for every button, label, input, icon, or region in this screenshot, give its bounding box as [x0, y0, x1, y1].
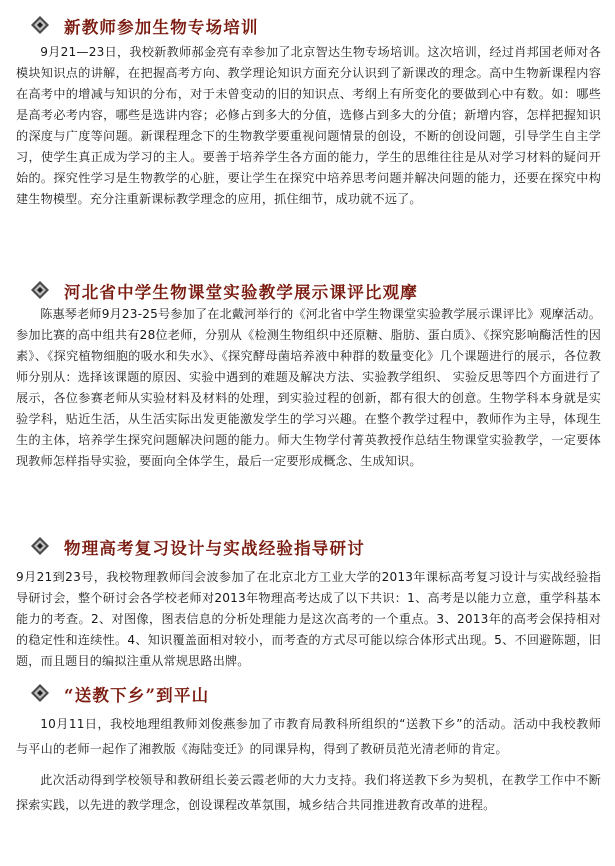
section-paragraph: 9月21到23号，我校物理教师闫会波参加了在北京北方工业大学的2013年课标高考复习设计与实战经验指导研讨会，整个研讨会各学校老师对2013年物理高考达成了以下共识：1、高考是以能力立意，重学科基本能力的考查。2、对图像，图表信息的分析处理能力是这次高考的一个重点。3、2013年的高考会保持相对的稳定性和连续性。4、知识覆盖面相对较小，而考查的方式尽可能以综合体形式出现。5、不回避陈题，旧题，而且题目的编拟注重从常规思路出牌。 — [16, 570, 601, 668]
section-paragraph: 9月21—23日，我校新教师郝金亮有幸参加了北京智达生物专场培训。这次培训，经过肖邦国老师对各模块知识点的讲解，在把握高考方向、教学理论知识方面充分认识到了新课改的理念。高中生物新课程内容在高考中的增减与知识的分布，对于未曾变动的旧的知识点、考纲上有所变化的要做到心中有数。如：哪些是高考必考内容，哪些是选讲内容；必修占到多大的分值，选修占到多大的分值；新增内容，怎样把握知识的深度与广度等问题。新课程理念下的生物教学要重视问题情景的创设，不断的创设问题，引导学生自主学习，使学生真正成为学习的主人。要善于培养学生各方面的能力，学生的思维往往是从对学习材料的疑问开始的。探究性学习是生物教学的心脏，要让学生在探究中培养思考问题并解决问题的能力，还要在探究中构建生物模型。充分注重新课标教学理念的应用，抓住细节，成功就不远了。 — [16, 45, 601, 206]
diamond-bullet-icon — [30, 683, 50, 703]
diamond-bullet-icon — [30, 15, 50, 35]
section-paragraph: 此次活动得到学校领导和教研组长姜云霞老师的大力支持。我们将送教下乡为契机，在教学工作中不断探索实践，以先进的教学理念，创设课程改革氛围，城乡结合共同推进教育改革的进程。 — [16, 773, 601, 812]
section-heading — [16, 12, 601, 38]
section-heading — [16, 533, 601, 559]
section-paragraph: 陈惠琴老师9月23-25号参加了在北戴河举行的《河北省中学生物课堂实验教学展示课评比》观摩活动。参加比赛的高中组共有28位老师，分别从《检测生物组织中还原糖、脂肪、蛋白质》、《探究影响酶活性的因素》、《探究植物细胞的吸水和失水》、《探究酵母菌培养液中种群的数量变化》几个课题进行的展示，各位教师分别从：选择该课题的原因、实验中遇到的难题及解决方法、实验教学组织、 实验反思等四个方面进行了展示，各位参赛老师从实验材料及材料的处理，到实验过程的创新，都有很大的创意。生物学科本身就是实验学科，贴近生活，从生活实际出发更能激发学生的学习兴趣。在整个教学过程中，教师作为主导，体现生生的主体，培养学生探究问题解决问题的能力。师大生物学付菁英教授作总结生物课堂实验教学，一定要体现教师怎样指导实验，要面向全体学生，最后一定要形成概念、生成知识。 — [16, 307, 601, 468]
section-teaching-in-pingshan — [16, 680, 601, 818]
section-heading — [16, 680, 601, 706]
section-new-teacher-training — [16, 12, 601, 210]
section-title: 物理高考复习设计与实战经验指导研讨 — [64, 539, 365, 558]
section-title: 新教师参加生物专场培训 — [64, 18, 259, 37]
diamond-bullet-icon — [30, 536, 50, 556]
section-physics-exam-review — [16, 533, 601, 672]
section-heading — [16, 277, 601, 303]
section-title: 河北省中学生物课堂实验教学展示课评比观摩 — [64, 283, 418, 302]
diamond-bullet-icon — [30, 280, 50, 300]
section-hebei-biology-lab-teaching — [16, 277, 601, 472]
section-paragraph: 10月11日，我校地理组教师刘俊燕参加了市教育局教科所组织的“送教下乡”的活动。活动中我校教师与平山的老师一起作了湘教版《海陆变迁》的同课异构，得到了教研员范光清老师的肯定。 — [16, 717, 601, 756]
section-title: “送教下乡”到平山 — [64, 686, 210, 705]
